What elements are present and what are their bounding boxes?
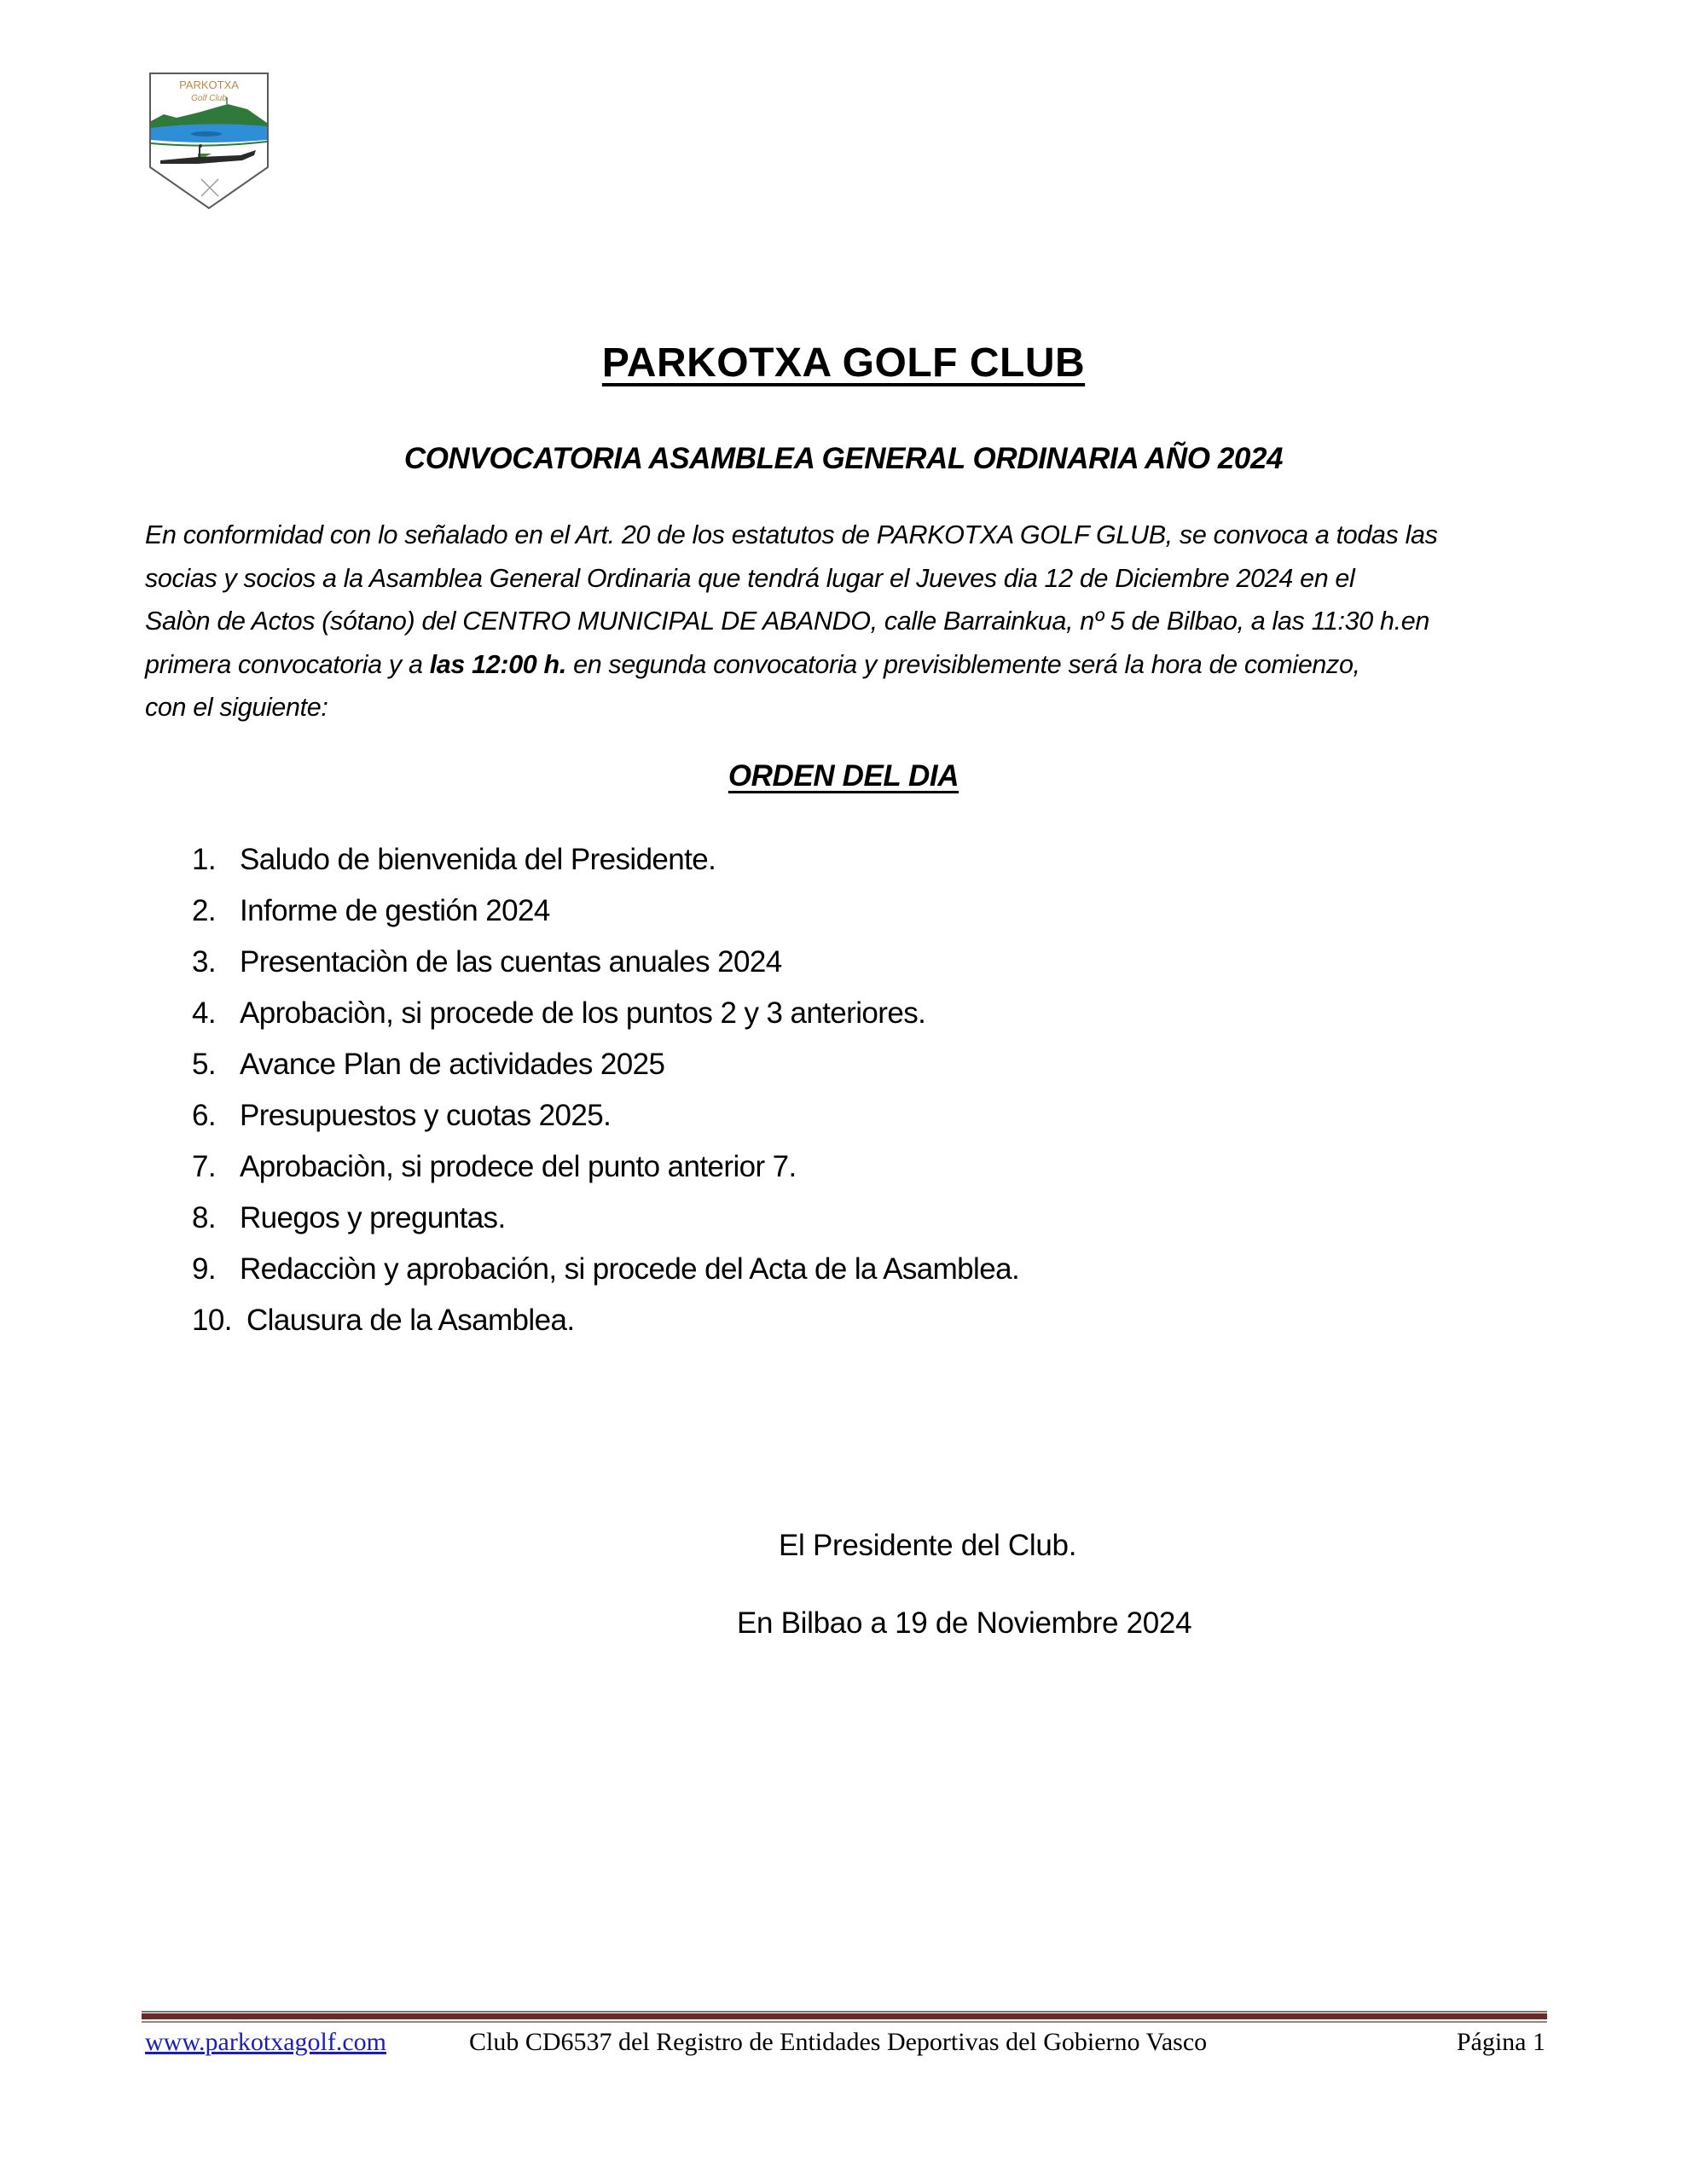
intro-text: primera convocatoria y a	[145, 649, 430, 679]
agenda-item-number: 6.	[192, 1099, 216, 1132]
agenda-item	[192, 1039, 1019, 1090]
agenda-item-text: Clausura de la Asamblea.	[246, 1304, 575, 1337]
agenda-item-number: 8.	[192, 1201, 216, 1234]
signature-role: El Presidente del Club.	[779, 1529, 1077, 1562]
intro-line: En conformidad con lo señalado en el Art. 20 de los estatutos de PARKOTXA GOLF GLUB, se convoca a todas las	[145, 520, 1438, 549]
agenda-item-number: 9.	[192, 1252, 216, 1286]
agenda-item-text: Redacciòn y aprobación, si procede del Acta de la Asamblea.	[240, 1252, 1020, 1286]
agenda-item	[192, 1244, 1019, 1295]
agenda-item	[192, 988, 1019, 1039]
agenda-item-text: Avance Plan de actividades 2025	[240, 1048, 665, 1081]
intro-line: con el siguiente:	[145, 693, 328, 722]
club-logo	[147, 72, 271, 210]
intro-line	[145, 643, 1552, 687]
agenda-item	[192, 1295, 1019, 1346]
agenda-list	[192, 834, 1019, 1346]
second-call-time: las 12:00 h.	[429, 649, 566, 679]
agenda-item	[192, 1141, 1019, 1193]
agenda-item-text: Informe de gestión 2024	[240, 894, 550, 927]
signature-place-date: En Bilbao a 19 de Noviembre 2024	[737, 1606, 1192, 1640]
page-footer	[145, 2028, 1545, 2057]
registry-text: Club CD6537 del Registro de Entidades Deportivas del Gobierno Vasco	[469, 2028, 1208, 2056]
intro-paragraph	[145, 514, 1552, 729]
page-title	[0, 340, 1687, 386]
logo-text-top: PARKOTXA	[179, 78, 239, 91]
agenda-item	[192, 1090, 1019, 1141]
agenda-item-text: Ruegos y preguntas.	[240, 1201, 506, 1234]
shield-logo-icon	[147, 72, 271, 210]
agenda-item	[192, 937, 1019, 988]
agenda-item-number: 4.	[192, 996, 216, 1030]
footer-divider	[142, 2011, 1547, 2023]
document-subtitle: CONVOCATORIA ASAMBLEA GENERAL ORDINARIA AÑO 2024	[403, 442, 1284, 475]
agenda-item-text: Saludo de bienvenida del Presidente.	[240, 843, 716, 876]
intro-text: en segunda convocatoria y previsiblemente será la hora de comienzo,	[565, 649, 1360, 679]
agenda-item	[192, 1193, 1019, 1244]
agenda-item-text: Presentaciòn de las cuentas anuales 2024	[240, 945, 782, 979]
agenda-item-text: Presupuestos y cuotas 2025.	[240, 1099, 612, 1132]
intro-line: Salòn de Actos (sótano) del CENTRO MUNICIPAL DE ABANDO, calle Barrainkua, nº 5 de Bilbao, a las 11:30 h.en	[145, 607, 1429, 636]
agenda-item-number: 2.	[192, 894, 216, 927]
agenda-item-number: 10.	[192, 1304, 232, 1337]
website-link[interactable]: www.parkotxagolf.com	[145, 2028, 386, 2056]
intro-line: socias y socios a la Asamblea General Ordinaria que tendrá lugar el Jueves dia 12 de Diciembre 2024 en el	[145, 563, 1355, 593]
agenda-heading-text: ORDEN DEL DIA	[728, 759, 959, 793]
agenda-item	[192, 834, 1019, 886]
club-title: PARKOTXA GOLF CLUB	[601, 340, 1086, 386]
agenda-item-number: 7.	[192, 1150, 216, 1183]
agenda-item-text: Aprobaciòn, si procede de los puntos 2 y 3 anteriores.	[240, 996, 926, 1030]
agenda-item-number: 5.	[192, 1048, 216, 1081]
logo-text-bottom: Golf Club	[191, 94, 227, 103]
agenda-item	[192, 886, 1019, 937]
agenda-item-number: 1.	[192, 843, 216, 876]
agenda-item-text: Aprobaciòn, si prodece del punto anterior 7.	[240, 1150, 797, 1183]
agenda-item-number: 3.	[192, 945, 216, 979]
page-number: Página 1	[1456, 2028, 1545, 2056]
agenda-heading	[0, 759, 1687, 793]
